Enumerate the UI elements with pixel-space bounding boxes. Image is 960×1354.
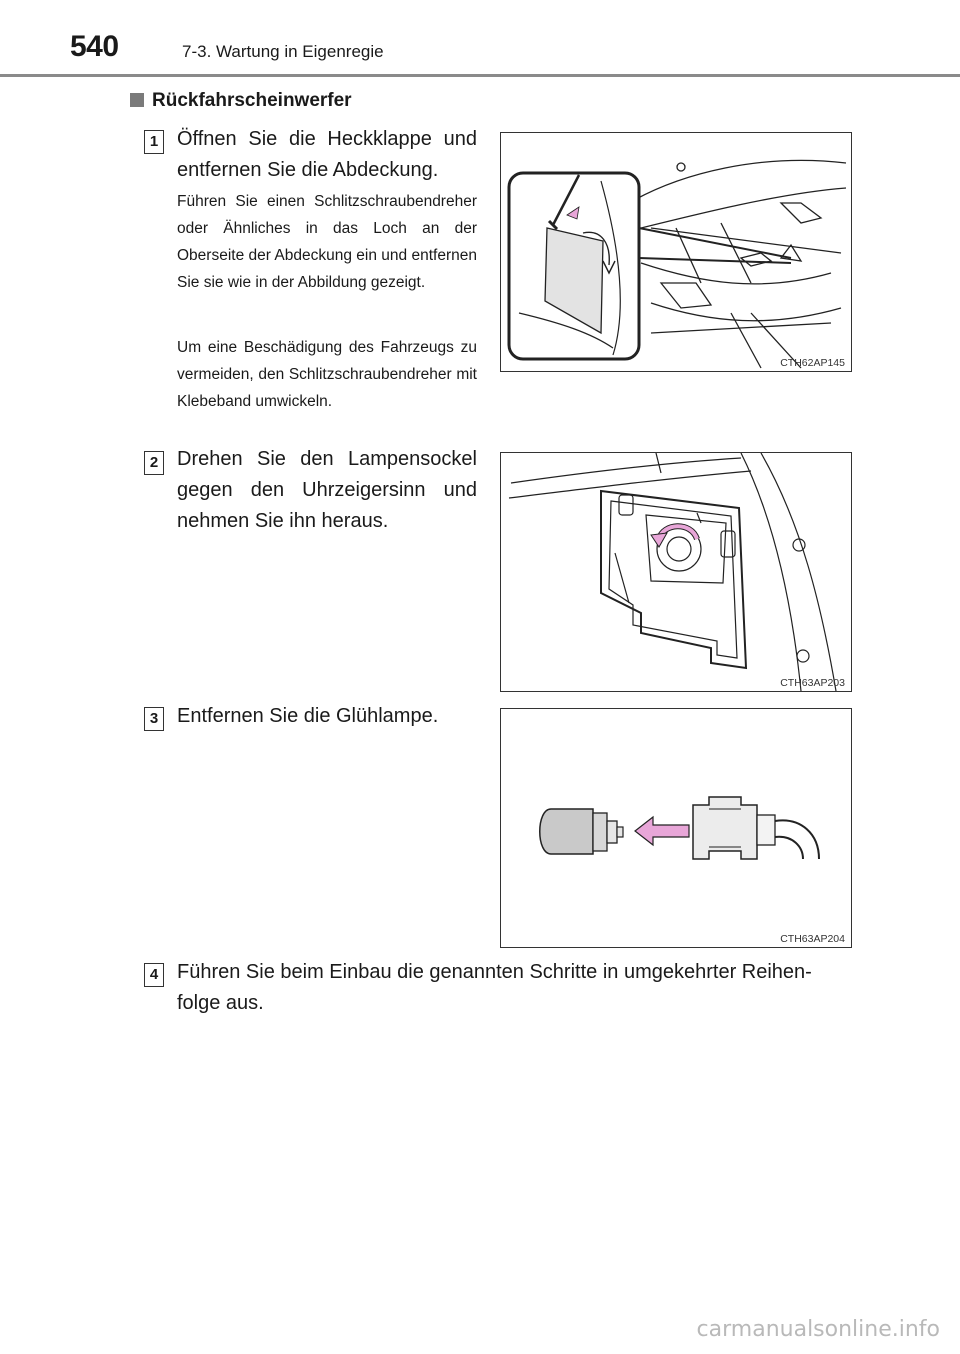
- figure-bulb-removal: [500, 708, 852, 948]
- section-title: [130, 90, 352, 112]
- step-note-1b: Um eine Beschädigung des Fahrzeugs zu vermeiden, den Schlitzschraubendreher mit Klebeband umwickeln.: [177, 339, 477, 410]
- step-text-2: Drehen Sie den Lampensockel gegen den Uhrzeigersinn und nehmen Sie ihn heraus.: [177, 448, 477, 532]
- square-bullet-icon: [130, 93, 144, 107]
- step-text-3: Entfernen Sie die Glühlampe.: [177, 705, 439, 727]
- step-number-1: 1: [144, 130, 164, 154]
- figure-tailgate-cover: [500, 132, 852, 372]
- step-note-1a: Führen Sie einen Schlitzschraubendreher oder Ähnliches in das Loch an der Oberseite der Abdeckung ein und entfernen Sie sie wie in der Abbildung gezeigt.: [177, 193, 477, 291]
- step-number-4: 4: [144, 963, 164, 987]
- step-text-4: Führen Sie beim Einbau die genannten Schritte in umgekehrter Reihenfolge aus.: [177, 961, 812, 1014]
- chapter-title: 7-3. Wartung in Eigenregie: [182, 42, 384, 61]
- header-rule: [0, 74, 960, 77]
- section-title-text: Rückfahrscheinwerfer: [152, 90, 352, 111]
- step-text-1: Öffnen Sie die Heckklappe und entfernen Sie die Abdeckung.: [177, 128, 477, 181]
- watermark: carmanualsonline.info: [696, 1317, 940, 1342]
- figure-lamp-socket: [500, 452, 852, 692]
- step-number-2: 2: [144, 451, 164, 475]
- step-number-3: 3: [144, 707, 164, 731]
- figure-code-2: CTH63AP203: [780, 677, 845, 689]
- figure-code-1: CTH62AP145: [780, 357, 845, 369]
- page-number: 540: [70, 30, 119, 63]
- figure-code-3: CTH63AP204: [780, 933, 845, 945]
